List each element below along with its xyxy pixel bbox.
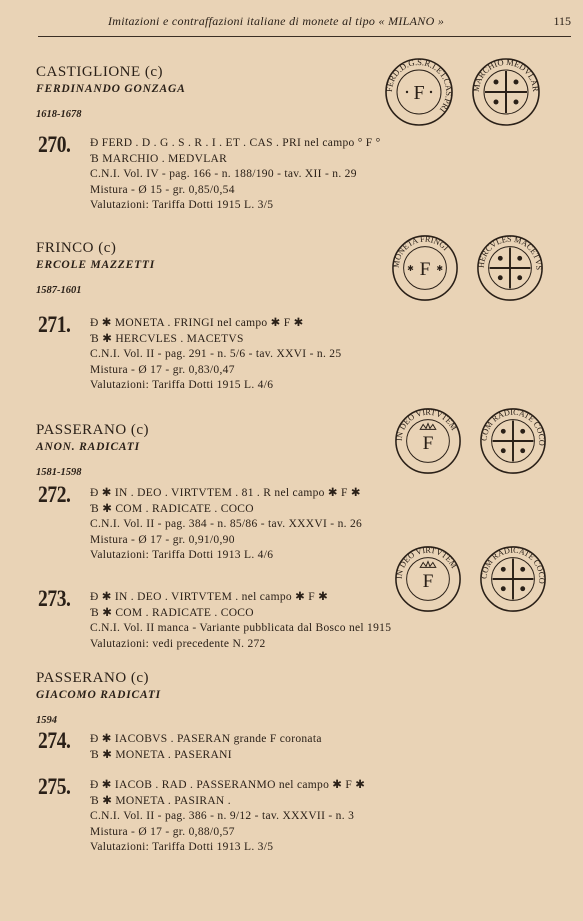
entry-number: 273.: [38, 586, 71, 611]
entry-valuation: Valutazioni: Tariffa Dotti 1915 L. 3/5: [90, 199, 274, 211]
entry-reference: C.N.I. Vol. II - pag. 386 - n. 9/12 - tav. XXXVII - n. 3: [90, 810, 355, 822]
entry-obverse: Ɖ ✱ IN . DEO . VIRTVTEM . 81 . R nel campo ✱ F ✱: [90, 487, 361, 499]
entry-obverse: Ɖ ✱ IACOB . RAD . PASSERANMO nel campo ✱ F ✱: [90, 779, 366, 791]
coin-legend-text: IN DEO VIRTVTEM: [394, 545, 459, 580]
entry-reference: C.N.I. Vol. IV - pag. 166 - n. 188/190 - tav. XII - n. 29: [90, 168, 357, 180]
coin-legend-text: COM RADICATE COCO: [479, 407, 547, 446]
coin-270-obverse-image: [383, 56, 455, 128]
section-castiglione: [36, 64, 186, 120]
coin-273-reverse-image: [478, 544, 548, 614]
entry-valuation: Valutazioni: Tariffa Dotti 1913 L. 4/6: [90, 549, 274, 561]
entry-reverse: Ɓ ✱ MONETA . PASIRAN .: [90, 794, 231, 807]
entry-reverse: Ɓ ✱ MONETA . PASERANI: [90, 748, 232, 761]
section-passerano-anon: [36, 422, 149, 478]
catalog-entry-275: [38, 774, 458, 858]
entry-obverse: Ɖ ✱ IACOBVS . PASERAN grande F coronata: [90, 733, 322, 745]
entry-valuation: Valutazioni: Tariffa Dotti 1915 L. 4/6: [90, 379, 274, 391]
catalog-entry-270: [38, 132, 458, 216]
section-years: 1587-1601: [36, 285, 82, 296]
section-ruler: GIACOMO RADICATI: [36, 689, 161, 701]
coin-legend-text: HERCVLES MACETVS: [476, 234, 544, 271]
running-header-title: Imitazioni e contraffazioni italiane di monete al tipo « MILANO »: [108, 14, 445, 28]
entry-reference: C.N.I. Vol. II - pag. 384 - n. 85/86 - tav. XXXVI - n. 26: [90, 518, 363, 530]
entry-valuation: Valutazioni: Tariffa Dotti 1913 L. 3/5: [90, 841, 274, 853]
svg-text:F: F: [422, 432, 434, 454]
entry-valuation: Valutazioni: vedi precedente N. 272: [90, 637, 266, 650]
coin-272-reverse-image: [478, 406, 548, 476]
section-mint: CASTIGLIONE (c): [36, 64, 164, 80]
svg-text:✱: ✱: [436, 263, 443, 273]
coin-271-reverse-image: [475, 233, 545, 303]
entry-reverse: Ɓ ✱ COM . RADICATE . COCO: [90, 606, 254, 619]
catalog-entry-274: [38, 728, 458, 768]
section-mint: FRINCO (c): [36, 240, 117, 256]
entry-metal: Mistura - Ø 17 - gr. 0,91/0,90: [90, 533, 235, 546]
section-mint: PASSERANO (c): [36, 422, 150, 438]
svg-text:✱: ✱: [407, 263, 414, 273]
coin-272-obverse-image: [393, 406, 463, 476]
section-years: 1581-1598: [36, 467, 82, 478]
section-ruler: ERCOLE MAZZETTI: [36, 259, 156, 271]
page-number: 115: [553, 14, 571, 28]
section-passerano-giacomo: [36, 670, 161, 726]
section-frinco: [36, 240, 155, 296]
svg-text:F: F: [413, 82, 425, 104]
coin-271-obverse-image: [390, 233, 460, 303]
entry-reference: C.N.I. Vol. II - pag. 291 - n. 5/6 - tav. XXVI - n. 25: [90, 348, 342, 360]
coin-270-reverse-image: [470, 56, 542, 128]
entry-reference: C.N.I. Vol. II manca - Variante pubblicata dal Bosco nel 1915: [90, 622, 392, 634]
coin-legend-text: COM RADICATE COCO: [479, 545, 547, 584]
entry-number: 272.: [38, 482, 71, 507]
entry-number: 275.: [38, 774, 71, 799]
running-header: [38, 12, 571, 37]
coin-legend-text: IN DEO VIRTVTEM: [394, 407, 459, 442]
entry-obverse: Ɖ ✱ IN . DEO . VIRTVTEM . nel campo ✱ F ✱: [90, 591, 329, 603]
coin-legend-text: FERD.D.G.S.R.I.ET.CAS.PRI: [383, 56, 455, 115]
coin-legend-text: MARCHIO MEDVLAR: [470, 56, 542, 93]
catalog-entry-273: [38, 586, 458, 656]
entry-reverse: Ɓ ✱ HERCVLES . MACETVS: [90, 332, 244, 345]
entry-number: 270.: [38, 132, 71, 157]
entry-metal: Mistura - Ø 17 - gr. 0,83/0,47: [90, 363, 235, 376]
svg-text:F: F: [422, 570, 434, 592]
entry-metal: Mistura - Ø 17 - gr. 0,88/0,57: [90, 825, 235, 838]
entry-number: 271.: [38, 312, 71, 337]
section-years: 1618-1678: [36, 109, 82, 120]
svg-text:F: F: [419, 258, 431, 280]
entry-number: 274.: [38, 728, 71, 753]
entry-reverse: Ɓ MARCHIO . MEDVLAR: [90, 152, 228, 165]
catalog-entry-271: [38, 312, 458, 396]
entry-obverse: Ɖ ✱ MONETA . FRINGI nel campo ✱ F ✱: [90, 317, 304, 329]
section-years: 1594: [36, 715, 57, 726]
coin-legend-text: MONETA FRINGI: [391, 234, 451, 269]
entry-reverse: Ɓ ✱ COM . RADICATE . COCO: [90, 502, 254, 515]
section-ruler: ANON. RADICATI: [36, 441, 140, 453]
section-mint: PASSERANO (c): [36, 670, 150, 686]
entry-metal: Mistura - Ø 15 - gr. 0,85/0,54: [90, 183, 235, 196]
section-ruler: FERDINANDO GONZAGA: [36, 83, 186, 95]
entry-obverse: Ɖ FERD . D . G . S . R . I . ET . CAS . PRI nel campo ° F °: [90, 137, 381, 149]
